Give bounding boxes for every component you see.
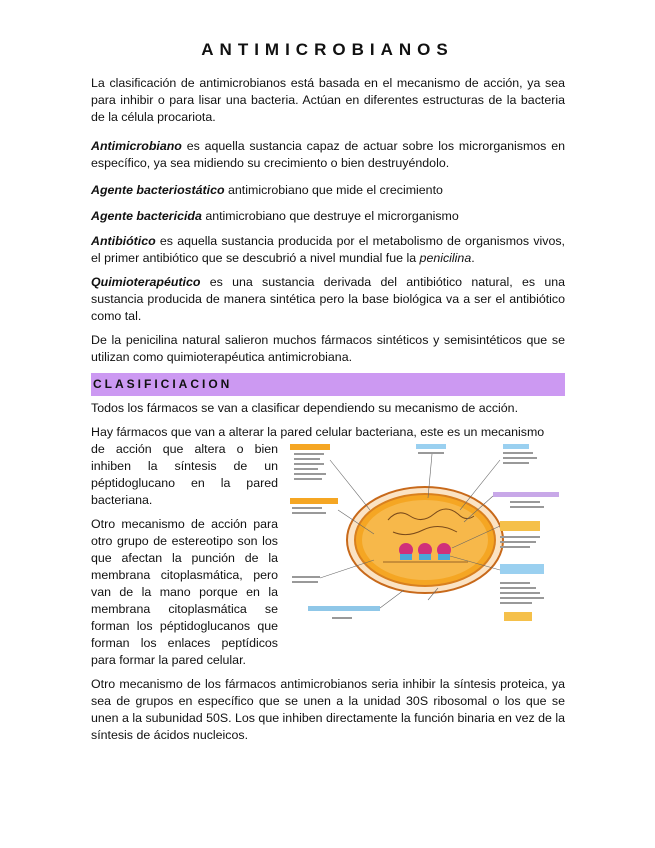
section-heading: CLASIFICIACION — [93, 377, 233, 391]
label-line — [500, 546, 530, 548]
subunit-icon — [400, 554, 412, 560]
label-line — [292, 581, 318, 583]
def-quimioterapeutico — [91, 274, 565, 325]
def-text: es aquella sustancia capaz de actuar sobre los microrganismos en específico, ya sea midiendo su crecimiento o bien destruyéndolo. — [91, 139, 565, 170]
label-box-dna-rna — [416, 444, 446, 449]
label-line — [510, 501, 540, 503]
def-antimicrobiano — [91, 138, 565, 172]
def-term: Antimicrobiano — [91, 139, 182, 153]
def-text: es una sustancia derivada del antibiótico natural, es una sustancia producida de manera sintética pero la base biológica va a ser el antibiótico como tal. — [91, 275, 565, 323]
def-text: antimicrobiano que destruye el microrganismo — [201, 209, 459, 223]
label-line — [294, 463, 324, 465]
def-bactericida — [91, 208, 565, 225]
label-box-dna-gyrase — [503, 444, 529, 449]
def-term: Antibiótico — [91, 234, 156, 248]
def-term: Agente bactericida — [91, 209, 202, 223]
label-line — [500, 597, 544, 599]
section-intro: Todos los fármacos se van a clasificar dependiendo su mecanismo de acción. — [91, 401, 519, 415]
section-band — [91, 373, 565, 396]
label-line — [292, 576, 320, 578]
label-line — [294, 453, 324, 455]
label-line — [510, 506, 544, 508]
membrane-paragraph: Otro mecanismo de acción para otro grupo de estereotipo son los que afectan la punción de la membrana citoplasmática, pero van de la mano porque en la membrana citoplasmática se forman los péptidoglucanos que forman los enlaces peptídicos para formar la pared celular. — [91, 517, 278, 667]
label-line — [418, 452, 444, 454]
def-italic: penicilina — [419, 251, 472, 265]
label-line — [294, 468, 318, 470]
label-box-folate — [308, 606, 380, 611]
label-line — [503, 452, 533, 454]
label-box-membrane — [290, 498, 338, 504]
label-line — [500, 536, 540, 538]
label-line — [500, 541, 536, 543]
label-line — [500, 592, 540, 594]
label-box-protein-30s — [500, 564, 544, 574]
def-term: Agente bacteriostático — [91, 183, 225, 197]
label-line — [500, 587, 536, 589]
def-text: es aquella sustancia producida por el metabolismo de organismos vivos, el primer antibiótico que se descubrió a nivel mundial fue la — [91, 234, 565, 265]
def-antibiotico — [91, 233, 565, 267]
label-box-protein-50s — [500, 521, 540, 531]
label-box-tetracyclines — [504, 612, 532, 621]
penicilina-paragraph: De la penicilina natural salieron muchos fármacos sintéticos y semisintéticos que se utilizan como quimioterapéutica antimicrobiana. — [91, 333, 565, 364]
def-end: . — [471, 251, 475, 265]
label-line — [503, 457, 537, 459]
label-box-rna-polymerase — [493, 492, 559, 497]
label-line — [332, 617, 352, 619]
wall-paragraph: de acción que altera o bien inhiben la síntesis de un péptidoglucano en la pared bacteriana. — [91, 442, 278, 507]
label-line — [292, 507, 322, 509]
label-line — [503, 462, 529, 464]
label-line — [294, 478, 322, 480]
wall-line-1: Hay fármacos que van a alterar la pared celular bacteriana, este es un mecanismo — [91, 425, 545, 439]
subunit-icon — [438, 554, 450, 560]
def-term: Quimioterapéutico — [91, 275, 201, 289]
protein-paragraph: Otro mecanismo de los fármacos antimicrobianos seria inhibir la síntesis proteica, ya sea de grupos en específico que se unen a la unidad 30S ribosomal o los que se unen a la subunidad 50S. Los que inhiben directamente la función binaria en vez de la síntesis de ácidos nucleicos. — [91, 677, 565, 742]
label-line — [500, 582, 530, 584]
label-line — [294, 473, 326, 475]
label-box-cell-wall — [290, 444, 330, 450]
label-line — [500, 602, 532, 604]
intro-paragraph: La clasificación de antimicrobianos está basada en el mecanismo de acción, ya sea para inhibir o para lisar una bacteria. Actúan en diferentes estructuras de la bacteria de la célula procariota. — [91, 76, 565, 124]
label-line — [294, 458, 320, 460]
label-line — [292, 512, 326, 514]
bacteria-diagram — [288, 440, 565, 625]
subunit-icon — [419, 554, 431, 560]
def-bacteriostatico — [91, 182, 565, 199]
page-title: ANTIMICROBIANOS — [201, 40, 454, 59]
def-text: antimicrobiano que mide el crecimiento — [224, 183, 443, 197]
